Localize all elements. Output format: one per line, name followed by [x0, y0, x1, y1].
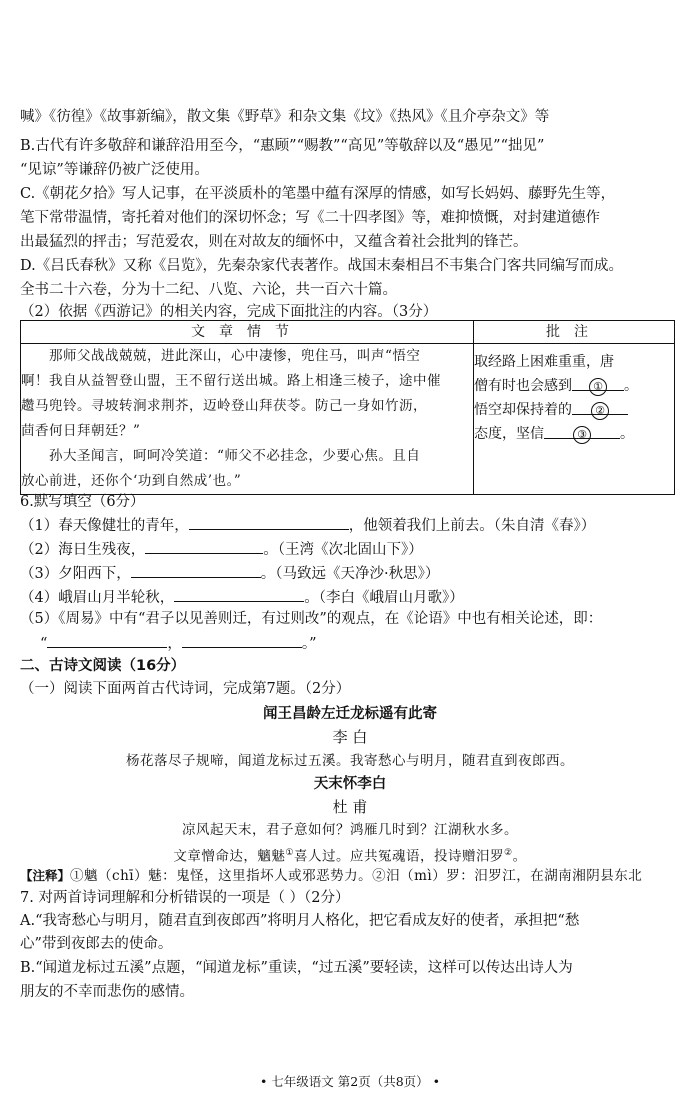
fill-blank[interactable] — [145, 537, 263, 554]
fill-blank[interactable] — [174, 585, 304, 602]
poem-2-line-2: 文章憎命达，魑魅①喜人过。应共冤魂语，投诗赠汨罗②。 — [173, 848, 527, 865]
table-header-right: 批注 — [474, 321, 675, 344]
text-line: 心”带到夜郎去的使命。 — [20, 936, 173, 952]
poem-1-text: 杨花落尽子规啼，闻道龙标过五溪。我寄愁心与明月，随君直到夜郎西。 — [126, 753, 574, 769]
q6-item-5-blanks: “ ， 。” — [40, 631, 317, 655]
blank-number: ② — [591, 402, 609, 420]
annotation-cell — [474, 344, 675, 495]
blank-1[interactable] — [572, 374, 624, 391]
passage-line: 啊！我自从益智登山盟，王不留行送出城。路上相逢三棱子，途中催 — [21, 373, 441, 389]
text-line: “见谅”等谦辞仍被广泛使用。 — [20, 162, 209, 178]
q6-item-3: （3）夕阳西下， 。（马致远《天净沙·秋思》） — [20, 561, 439, 585]
passage-cell — [21, 344, 474, 495]
poem-notes: 【注释】①魑（chī）魅：鬼怪，这里指坏人或邪恶势力。②汨（mì）罗：汨罗江，在湖南湘阴县东北 — [20, 868, 643, 884]
text-line: 笔下常带温情，寄托着对他们的深切怀念；写《二十四孝图》等，难抑愤慨，对封建道德作 — [20, 210, 600, 226]
fill-blank[interactable] — [131, 561, 261, 578]
fill-blank[interactable] — [182, 631, 302, 648]
annotation-line: 悟空却保持着的 ② — [474, 398, 674, 422]
poem-2-title: 天末怀李白 — [313, 776, 387, 792]
annotation-line: 态度，坚信 ③ 。 — [474, 422, 674, 446]
q6-item-5: （5）《周易》中有“君子以见善则迁，有过则改”的观点，在《论语》中也有相关论述，即： — [20, 611, 603, 627]
blank-number: ③ — [573, 426, 591, 444]
blank-3[interactable] — [544, 422, 620, 439]
section-2-subtitle: （一）阅读下面两首古代诗词，完成第7题。（2分） — [20, 681, 351, 697]
text-line: 全书二十六卷，分为十二纪、八览、六论，共一百六十篇。 — [20, 282, 397, 298]
blank-2[interactable] — [572, 398, 628, 415]
q6-item-1: （1）春天像健壮的青年， ，他领着我们上前去。（朱自清《春》） — [20, 513, 595, 537]
option-b-line: B.古代有许多敬辞和谦辞沿用至今，“惠顾”“赐教”“高见”等敬辞以及“愚见”“拙见” — [20, 138, 545, 154]
blank-number: ① — [589, 378, 607, 396]
option-d-line: D.《吕氏春秋》又称《吕览》，先秦杂家代表著作。战国末秦相吕不韦集合门客共同编写而成。 — [20, 258, 623, 274]
question-6-title: 6.默写填空（6分） — [20, 494, 145, 510]
fill-blank[interactable] — [189, 513, 349, 530]
passage-line: 孙大圣闻言，呵呵冷笑道：“师父不必挂念，少要心焦。且自 — [49, 448, 421, 464]
text-line: 出最猛烈的抨击；写范爱农，则在对故友的缅怀中，又蕴含着社会批判的锋芒。 — [20, 234, 528, 250]
poem-2-line-1: 凉风起天末，君子意如何？鸿雁几时到？江湖秋水多。 — [182, 822, 518, 838]
text-line: 喊》《彷徨》《故事新编》，散文集《野草》和杂文集《坟》《热风》《且介亭杂文》等 — [20, 109, 550, 125]
annotation-line: 取经路上困难重重，唐 — [474, 354, 614, 370]
page-footer: • 七年级语文 第2页（共8页） • — [259, 1074, 441, 1089]
section-2-title: 二、古诗文阅读（16分） — [20, 658, 186, 674]
annotation-table — [20, 320, 675, 495]
table-header-left: 文章情节 — [21, 321, 474, 344]
passage-line: 茴香何日拜朝廷？” — [21, 423, 141, 439]
option-c-line: C.《朝花夕拾》写人记事，在平淡质朴的笔墨中蕴有深厚的情感，如写长妈妈、藤野先生等， — [20, 186, 616, 202]
poem-2-author: 杜 甫 — [332, 798, 368, 816]
poem-1-title: 闻王昌龄左迁龙标遥有此寄 — [263, 706, 437, 722]
passage-line: 那师父战战兢兢，进此深山，心中凄惨，兜住马，叫声“悟空 — [49, 348, 421, 364]
poem-1-author: 李 白 — [332, 728, 368, 746]
text-line: 朋友的不幸而悲伤的感情。 — [20, 984, 194, 1000]
q6-item-4: （4）峨眉山月半轮秋， 。（李白《峨眉山月歌》） — [20, 585, 464, 609]
q6-item-2: （2）海日生残夜， 。（王湾《次北固山下》） — [20, 537, 423, 561]
question-7-title: 7. 对两首诗词理解和分析错误的一项是（ ）（2分） — [20, 890, 350, 906]
question-5-2: （2）依据《西游记》的相关内容，完成下面批注的内容。（3分） — [20, 304, 438, 320]
q7-option-b: B.“闻道龙标过五溪”点题，“闻道龙标”重读，“过五溪”要轻读，这样可以传达出诗人为 — [20, 960, 573, 976]
annotation-line: 僧有时也会感到 ① 。 — [474, 374, 674, 398]
q7-option-a: A.“我寄愁心与明月，随君直到夜郎西”将明月人格化，把它看成友好的使者，承担把“愁 — [20, 913, 580, 929]
fill-blank[interactable] — [47, 631, 167, 648]
passage-line: 趱马兜铃。寻坡转涧求荆芥，迈岭登山拜茯苓。防己一身如竹沥， — [21, 398, 427, 414]
passage-line: 放心前进，还你个‘功到自然成’也。” — [21, 473, 242, 489]
